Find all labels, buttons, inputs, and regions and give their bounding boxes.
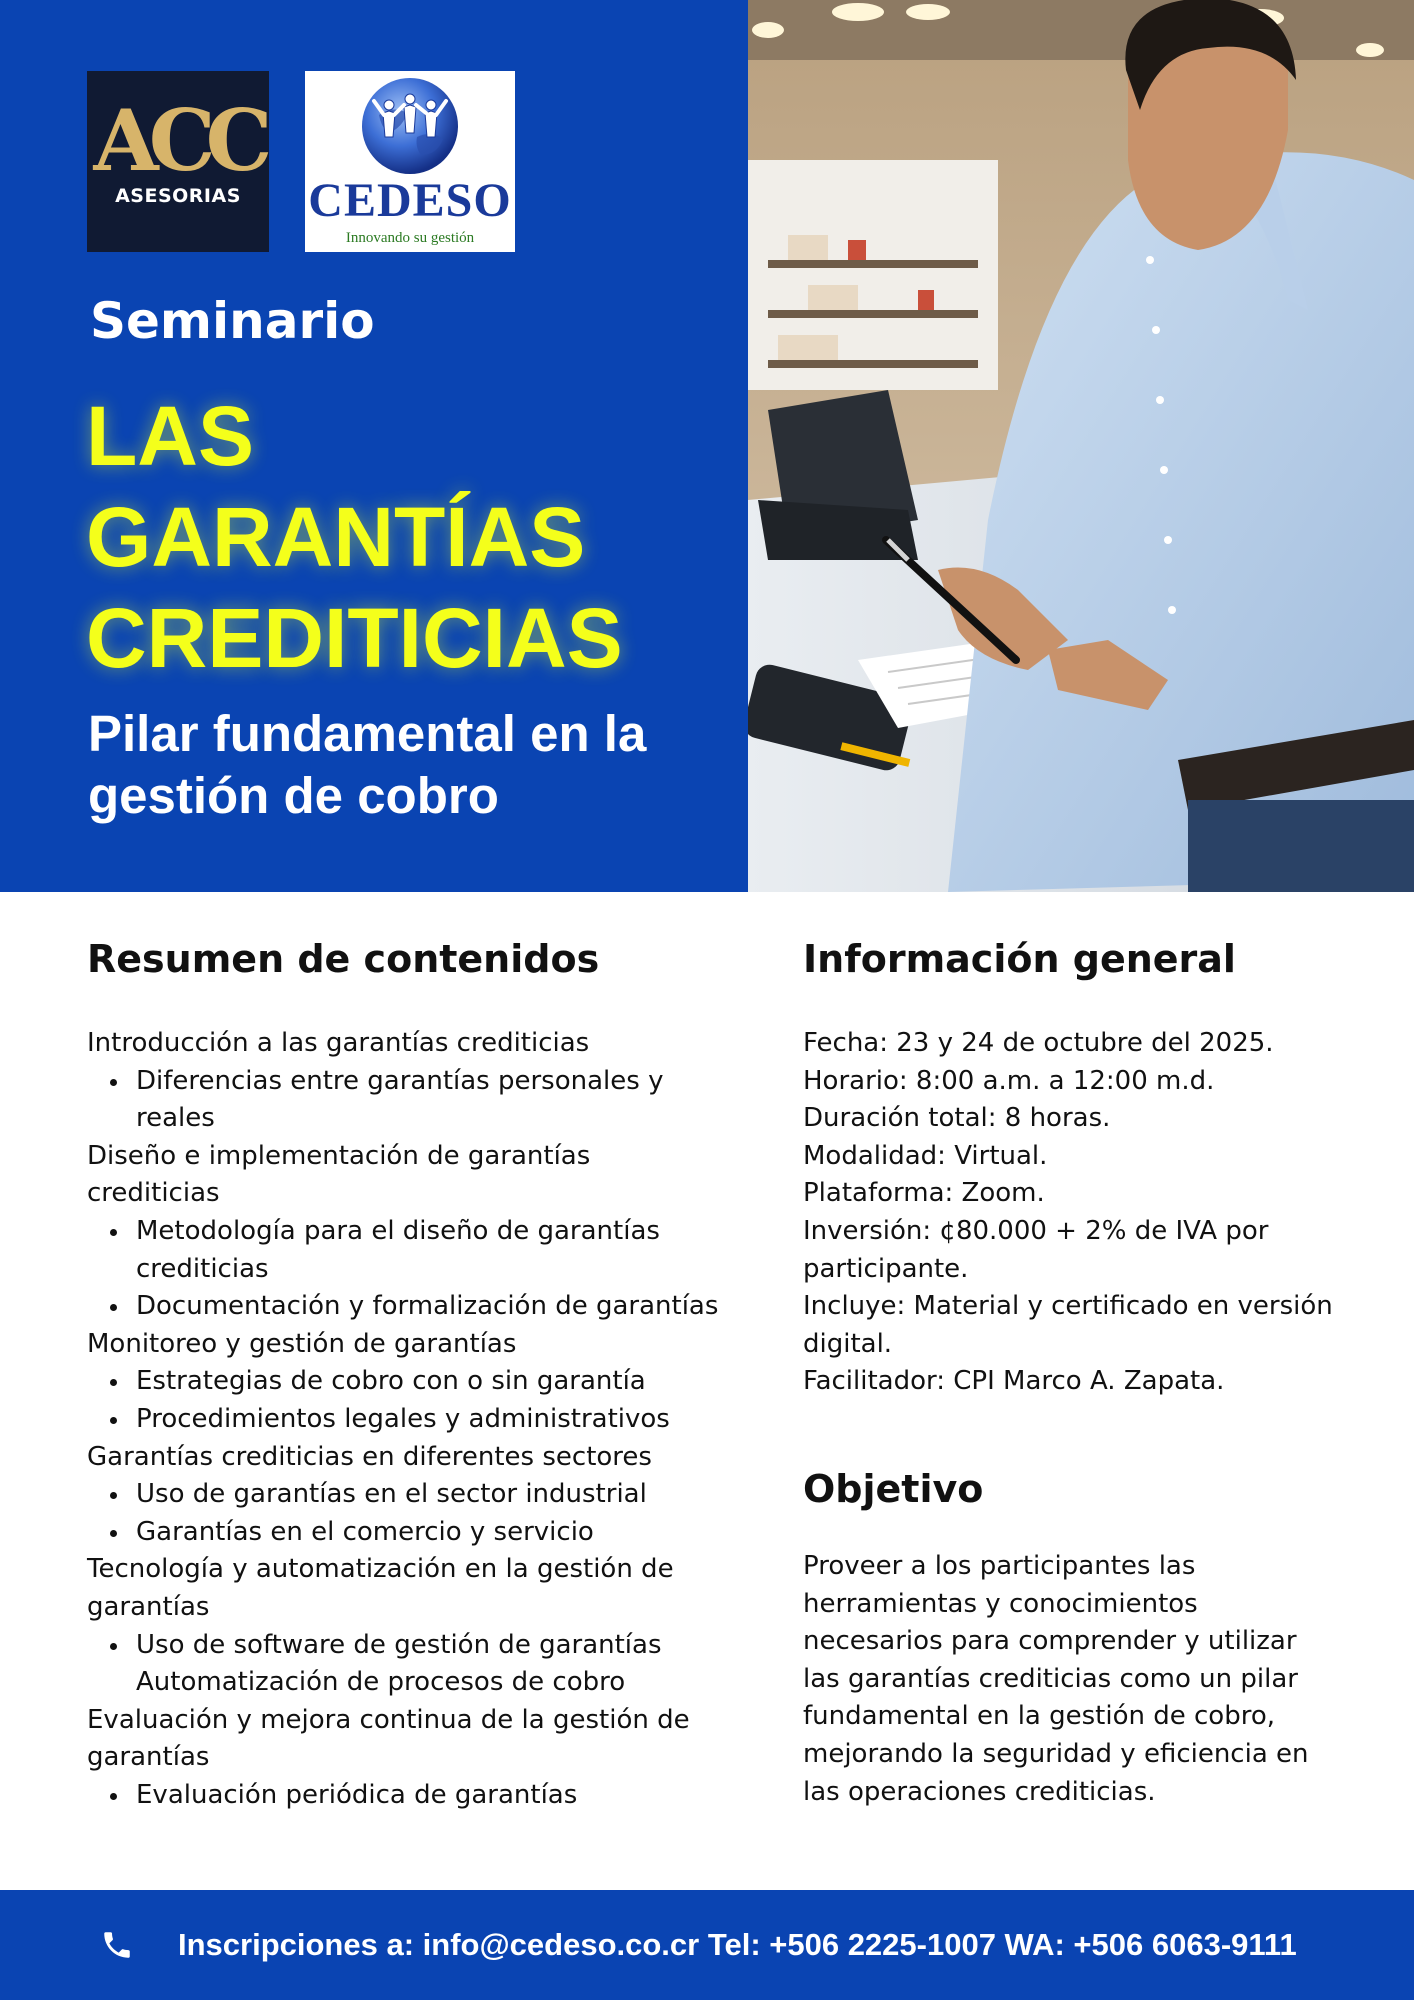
acc-logo-name: ASESORIAS — [115, 185, 241, 207]
contents-list — [87, 1025, 727, 1814]
cedeso-logo-tagline: Innovando su gestión — [345, 230, 475, 246]
topic-items — [87, 1476, 727, 1551]
topic-items — [87, 1777, 727, 1815]
objective-text: Proveer a los participantes las herramientas y conocimientos necesarios para comprender y utilizar las garantías crediticias como un pilar fundamental en la gestión de cobro, mejorando la seguridad y eficiencia en las operaciones crediticias. — [803, 1551, 1309, 1807]
topic-item: Estrategias de cobro con o sin garantía — [136, 1363, 727, 1401]
topic-item: Metodología para el diseño de garantías crediticias — [136, 1213, 727, 1288]
topic-item: Garantías en el comercio y servicio — [136, 1514, 727, 1552]
info-facilitator: Facilitador: CPI Marco A. Zapata. — [803, 1366, 1225, 1397]
info-includes: Incluye: Material y certificado en versión digital. — [803, 1291, 1333, 1359]
objective-heading: Objetivo — [803, 1467, 984, 1511]
seminar-title: LAS GARANTÍAS CREDITICIAS — [86, 389, 623, 685]
info-schedule: Horario: 8:00 a.m. a 12:00 m.d. — [803, 1065, 1215, 1096]
seminar-kicker: Seminario — [90, 292, 375, 350]
topic-item: Diferencias entre garantías personales y reales — [136, 1063, 727, 1138]
footer-bar — [0, 1890, 1414, 2000]
info-date: Fecha: 23 y 24 de octubre del 2025. — [803, 1028, 1274, 1058]
topic-item: Documentación y formalización de garantías — [136, 1288, 727, 1326]
topic-title: Evaluación y mejora continua de la gestión de garantías — [87, 1704, 690, 1773]
hero-panel — [0, 0, 748, 892]
topic-title: Monitoreo y gestión de garantías — [87, 1328, 517, 1359]
info-list — [803, 1025, 1363, 1401]
hero-photo — [748, 0, 1414, 892]
globe-people-icon — [359, 75, 461, 177]
phone-icon — [100, 1928, 134, 1962]
cedeso-logo-name: CEDESO — [308, 174, 512, 227]
topic-item: Procedimientos legales y administrativos — [136, 1401, 727, 1439]
topic-item: Uso de garantías en el sector industrial — [136, 1476, 727, 1514]
topic-title: Garantías crediticias en diferentes sectores — [87, 1441, 652, 1472]
topic-title: Introducción a las garantías crediticias — [87, 1028, 590, 1058]
acc-asesorias-logo — [87, 71, 269, 252]
topic-title: Diseño e implementación de garantías crediticias — [87, 1140, 591, 1209]
seminar-subtitle: Pilar fundamental en la gestión de cobro — [88, 705, 647, 824]
info-platform: Plataforma: Zoom. — [803, 1178, 1045, 1209]
topic-items — [87, 1213, 727, 1326]
acc-logo-mark: ACC — [93, 91, 263, 190]
topic-title: Tecnología y automatización en la gestión de garantías — [87, 1554, 674, 1622]
registration-contact: Inscripciones a: info@cedeso.co.cr Tel: +506 2225-1007 WA: +506 6063-9111 — [178, 1927, 1297, 1962]
info-modality: Modalidad: Virtual. — [803, 1140, 1048, 1171]
topic-items — [87, 1363, 727, 1438]
topic-item: Uso de software de gestión de garantías — [136, 1627, 727, 1665]
info-duration: Duración total: 8 horas. — [803, 1103, 1111, 1134]
cedeso-logo — [305, 71, 515, 252]
info-investment: Inversión: ¢80.000 + 2% de IVA por participante. — [803, 1215, 1269, 1284]
topic-items — [87, 1063, 727, 1138]
contents-heading: Resumen de contenidos — [87, 937, 600, 981]
topic-item: Evaluación periódica de garantías — [136, 1777, 727, 1815]
topic-item: Automatización de procesos de cobro — [136, 1667, 626, 1698]
info-heading: Información general — [803, 937, 1236, 981]
topic-items — [87, 1627, 727, 1702]
